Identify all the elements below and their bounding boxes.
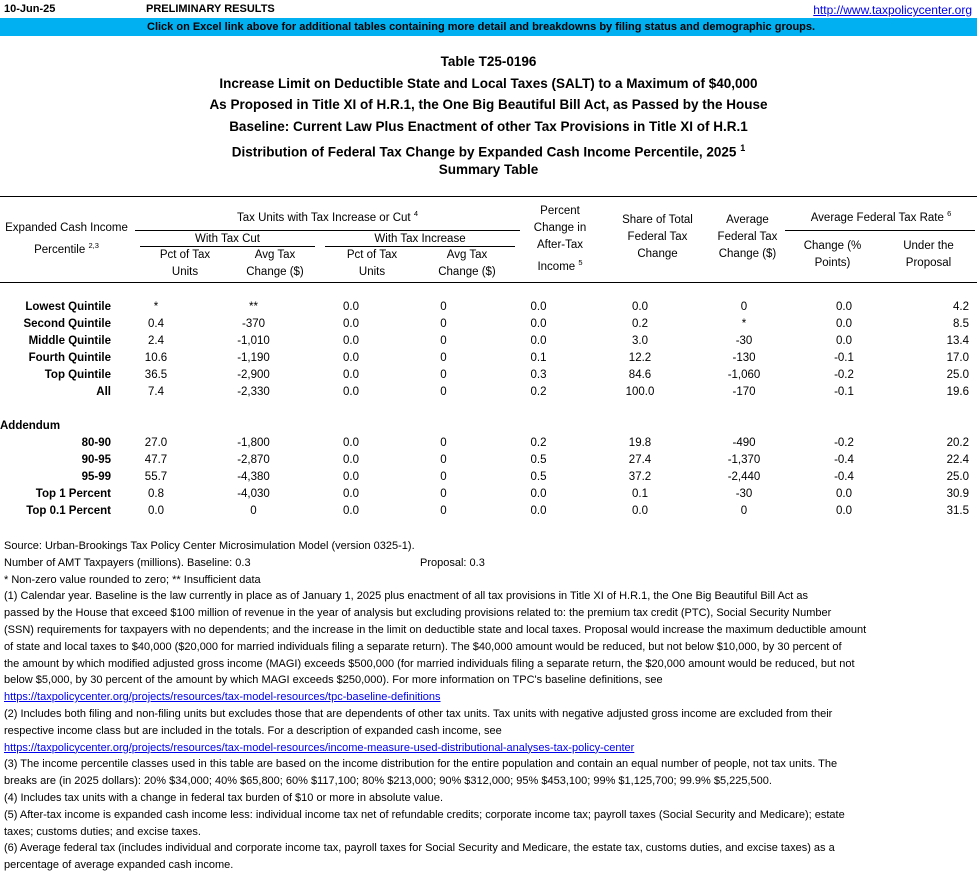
cell-cut-pct: 47.7	[144, 453, 168, 466]
cell-cut-avg: **	[249, 300, 258, 313]
cell-pct-after: 0.1	[530, 351, 547, 364]
avg-rate-rule	[785, 230, 975, 231]
cell-rate-under: 20.2	[946, 436, 969, 449]
cell-cut-avg: -370	[241, 317, 266, 330]
cell-label: 95-99	[81, 470, 111, 483]
addendum-label: Addendum	[0, 419, 61, 432]
cell-pct-after: 0.3	[530, 368, 547, 381]
cell-cut-pct: 55.7	[144, 470, 168, 483]
note-1-line: below $5,000, by 30 percent of the amount by which MAGI exceeds $250,000). For more information on TPC's baseline definitions, see	[4, 674, 663, 687]
note-3: (3) The income percentile classes used in this table are based on the income distribution for the entire population and contain an equal number of people, not tax units. The	[4, 758, 838, 771]
cell-label: Middle Quintile	[28, 334, 111, 347]
cell-rate-change: -0.2	[834, 368, 854, 381]
header-top-rule	[0, 196, 977, 197]
cell-cut-pct: 2.4	[148, 334, 164, 347]
cell-label: Top 1 Percent	[35, 487, 111, 500]
cell-avg-change: 0	[740, 300, 748, 313]
cell-rate-under: 17.0	[946, 351, 969, 364]
cell-pct-after: 0.2	[530, 385, 547, 398]
table-row	[0, 349, 969, 366]
table-row	[0, 332, 969, 349]
cell-avg-change: -490	[732, 436, 756, 449]
cell-rate-under: 31.5	[946, 504, 969, 517]
cell-rate-under: 4.2	[953, 300, 969, 313]
cell-cut-avg: -1,190	[237, 351, 270, 364]
cell-share: 37.2	[628, 470, 652, 483]
note-1: (1) Calendar year. Baseline is the law currently in place as of January 1, 2025 plus enactment of all tax provisions in Title XI of H.R.1, the One Big Beautiful Bill Act as	[4, 590, 809, 603]
cell-pct-after: 0.0	[530, 334, 547, 347]
cell-share: 100.0	[625, 385, 655, 398]
col-cut-avg: Avg Tax Change ($)	[246, 249, 304, 278]
table-row	[0, 383, 969, 400]
cell-rate-change: 0.0	[836, 334, 852, 347]
cell-share: 0.0	[632, 504, 648, 517]
tpc-website-link[interactable]: http://www.taxpolicycenter.org	[813, 3, 972, 17]
cell-pct-after: 0.0	[530, 487, 547, 500]
spacer-row	[0, 400, 969, 417]
table-row	[0, 315, 969, 332]
col-rate-change: Change (% Points)	[803, 240, 862, 269]
cell-rate-under: 25.0	[946, 368, 969, 381]
cell-label: 80-90	[81, 436, 111, 449]
cell-rate-change: -0.4	[834, 453, 854, 466]
cell-cut-pct: 0.0	[148, 504, 164, 517]
cell-cut-pct: 36.5	[144, 368, 168, 381]
cell-rate-under: 8.5	[953, 317, 969, 330]
note-1-line: passed by the House that exceed $100 million of revenue in the year of analysis but excluding provisions related to: the premium tax credit (PTC), Social Security Number	[4, 607, 832, 620]
note-5: (5) After-tax income is expanded cash income less: individual income tax net of refundable credits; corporate income tax; payroll taxes (Social Security and Medicare); estate	[4, 808, 845, 821]
addendum-row	[0, 417, 969, 434]
note-2-line: respective income class but are included in the totals. For a description of expanded cash income, see	[4, 724, 502, 737]
status-label: PRELIMINARY RESULTS	[146, 3, 275, 15]
cell-pct-after: 0.0	[530, 504, 547, 517]
cell-cut-pct: 0.8	[148, 487, 164, 500]
table-row	[0, 485, 969, 502]
cell-inc-pct: 0.0	[343, 504, 359, 517]
cell-share: 3.0	[632, 334, 648, 347]
cell-cut-pct: 0.4	[148, 317, 164, 330]
col-percentile-header: Expanded Cash Income Percentile $^{2,3}$	[5, 222, 128, 256]
cell-share: 0.2	[632, 317, 648, 330]
table-row	[0, 434, 969, 451]
cell-cut-avg: -1,010	[237, 334, 270, 347]
cell-cut-avg: -4,380	[237, 470, 270, 483]
cell-share: 27.4	[628, 453, 652, 466]
col-with-increase: With Tax Increase	[374, 233, 466, 245]
cell-rate-under: 19.6	[946, 385, 969, 398]
note-4: (4) Includes tax units with a change in federal tax burden of $10 or more in absolute value.	[4, 791, 444, 804]
cell-cut-avg: -1,800	[237, 436, 270, 449]
cell-inc-pct: 0.0	[343, 334, 359, 347]
cell-label: Fourth Quintile	[28, 351, 111, 364]
amt-note: Number of AMT Taxpayers (millions). Baseline: 0.3 Proposal: 0.3	[4, 556, 485, 569]
cell-inc-avg: 0	[440, 368, 447, 381]
cell-inc-avg: 0	[440, 334, 447, 347]
cell-pct-after: 0.0	[530, 300, 547, 313]
col-inc-pct: Pct of Tax Units	[346, 249, 398, 278]
data-table	[0, 298, 969, 519]
header-bottom-rule	[0, 282, 977, 283]
title-line-2: As Proposed in Title XI of H.R.1, the One Big Beautiful Bill Act, as Passed by the House	[209, 97, 768, 113]
table-titles	[0, 51, 977, 181]
table-id: Table T25-0196	[440, 54, 537, 69]
col-avg-rate-group: Average Federal Tax Rate $^6$	[810, 209, 952, 224]
cell-avg-change: -170	[732, 385, 756, 398]
cell-rate-change: 0.0	[836, 504, 852, 517]
cell-inc-pct: 0.0	[343, 385, 359, 398]
cell-avg-change: -1,370	[727, 453, 761, 466]
table-row	[0, 451, 969, 468]
title-line-5: Summary Table	[438, 162, 539, 178]
cell-rate-change: 0.0	[836, 487, 852, 500]
cell-inc-avg: 0	[440, 504, 447, 517]
source-note: Source: Urban-Brookings Tax Policy Center Microsimulation Model (version 0325-1).	[4, 540, 415, 552]
cell-pct-after: 0.5	[530, 453, 547, 466]
cell-rate-change: -0.4	[834, 470, 854, 483]
cell-rate-under: 13.4	[946, 334, 969, 347]
cell-label: Top 0.1 Percent	[26, 504, 111, 517]
cell-cut-pct: 7.4	[148, 385, 164, 398]
table-row	[0, 502, 969, 519]
cell-rate-change: -0.2	[834, 436, 854, 449]
note-1-line: of state and local taxes to $40,000 ($20,000 for married individuals filing a separate return). The $40,000 amount would be reduced, but not below $10,000, by 30 percent of	[4, 640, 842, 653]
title-line-3: Baseline: Current Law Plus Enactment of other Tax Provisions in Title XI of H.R.1	[229, 119, 748, 135]
cell-label: Top Quintile	[44, 368, 111, 381]
cell-cut-pct: *	[153, 300, 159, 313]
col-avg-federal-change: Average Federal Tax Change ($)	[717, 214, 778, 260]
cell-inc-avg: 0	[440, 317, 447, 330]
col-with-cut: With Tax Cut	[195, 233, 260, 245]
cell-avg-change: -30	[735, 334, 753, 347]
cell-cut-avg: -2,900	[237, 368, 270, 381]
cell-rate-change: -0.1	[834, 351, 854, 364]
note-1-line: (SSN) requirements for taxpayers with no dependents; and the increase in the limit on deductible state and local taxes. Proposal would increase the maximum deductible amount	[4, 623, 867, 636]
cell-rate-change: 0.0	[836, 300, 852, 313]
cell-rate-under: 25.0	[946, 470, 969, 483]
cell-inc-avg: 0	[440, 351, 447, 364]
table-row	[0, 366, 969, 383]
banner-text: Click on Excel link above for additional tables containing more detail and breakdowns by filing status and demographic groups.	[147, 21, 816, 33]
cell-label: Second Quintile	[23, 317, 111, 330]
cell-inc-pct: 0.0	[343, 351, 359, 364]
cell-label: All	[96, 385, 111, 398]
cell-label: Lowest Quintile	[25, 300, 111, 313]
cell-rate-under: 22.4	[946, 453, 969, 466]
baseline-definitions-link[interactable]: https://taxpolicycenter.org/projects/resources/tax-model-resources/tpc-baseline-definitions	[4, 691, 441, 704]
cell-avg-change: 0	[740, 504, 748, 517]
cell-cut-pct: 10.6	[144, 351, 168, 364]
cell-cut-avg: 0	[250, 504, 257, 517]
cell-inc-pct: 0.0	[343, 487, 359, 500]
note-5-line: taxes; customs duties; and excise taxes.	[4, 825, 201, 838]
cell-inc-pct: 0.0	[343, 436, 359, 449]
cell-share: 0.0	[632, 300, 648, 313]
cell-share: 0.1	[632, 487, 648, 500]
col-cut-pct: Pct of Tax Units	[159, 249, 211, 278]
cell-avg-change: -130	[732, 351, 756, 364]
col-tax-units-group: Tax Units with Tax Increase or Cut $^4$	[236, 209, 418, 224]
col-rate-under: Under the Proposal	[903, 240, 954, 269]
cell-cut-avg: -2,330	[237, 385, 270, 398]
cell-inc-avg: 0	[440, 453, 447, 466]
note-2: (2) Includes both filing and non-filing units but excludes those that are dependents of other tax units. Tax units with negative adjusted gross income are excluded from their	[4, 707, 833, 720]
nonzero-note: * Non-zero value rounded to zero; ** Insufficient data	[4, 573, 261, 586]
cell-pct-after: 0.5	[530, 470, 547, 483]
note-6-line: percentage of average expanded cash income.	[4, 859, 234, 872]
income-measure-link[interactable]: https://taxpolicycenter.org/projects/resources/tax-model-resources/income-measure-used-distributional-analyses-tax-policy-center	[4, 741, 635, 754]
cell-inc-pct: 0.0	[343, 368, 359, 381]
footnotes	[4, 538, 974, 874]
cell-share: 84.6	[628, 368, 652, 381]
cell-cut-avg: -2,870	[237, 453, 270, 466]
report-date: 10-Jun-25	[4, 3, 56, 15]
cell-pct-after: 0.2	[530, 436, 547, 449]
cell-pct-after: 0.0	[530, 317, 547, 330]
cell-inc-avg: 0	[440, 470, 447, 483]
col-pct-after-tax: Percent Change in After-Tax Income $^5$	[533, 205, 587, 273]
col-inc-avg: Avg Tax Change ($)	[438, 249, 496, 278]
note-1-line: the amount by which modified adjusted gross income (MAGI) exceeds $500,000 (for married individuals filing a separate return, the $20,000 amount would be reduced, but not	[4, 657, 855, 670]
cell-avg-change: -2,440	[727, 470, 761, 483]
cell-share: 12.2	[628, 351, 652, 364]
note-6: (6) Average federal tax (includes individual and corporate income tax, payroll taxes for Social Security and Medicare, the estate tax, customs duties, and excise taxes) as a	[4, 842, 835, 855]
excel-banner	[0, 18, 977, 36]
top-bar	[0, 0, 977, 18]
cell-rate-change: 0.0	[836, 317, 852, 330]
table-row	[0, 298, 969, 315]
note-3-line: breaks are (in 2025 dollars): 20% $34,000; 40% $65,800; 60% $117,100; 80% $213,000; 90% $312,000; 95% $453,100; 99% $1,125,700; 99.9% $5,225,500.	[4, 775, 772, 788]
cell-inc-pct: 0.0	[343, 300, 359, 313]
cell-inc-avg: 0	[440, 300, 447, 313]
cell-rate-change: -0.1	[834, 385, 854, 398]
cell-share: 19.8	[628, 436, 652, 449]
cell-inc-pct: 0.0	[343, 453, 359, 466]
cell-inc-avg: 0	[440, 487, 447, 500]
table-row	[0, 468, 969, 485]
cell-avg-change: *	[741, 317, 747, 330]
cell-rate-under: 30.9	[946, 487, 969, 500]
cell-inc-avg: 0	[440, 385, 447, 398]
cell-avg-change: -1,060	[727, 368, 761, 381]
cell-inc-pct: 0.0	[343, 470, 359, 483]
cell-avg-change: -30	[735, 487, 753, 500]
cell-cut-pct: 27.0	[144, 436, 168, 449]
cell-inc-avg: 0	[440, 436, 447, 449]
title-line-1: Increase Limit on Deductible State and Local Taxes (SALT) to a Maximum of $40,000	[219, 75, 758, 91]
col-share-total: Share of Total Federal Tax Change	[622, 214, 693, 260]
cell-label: 90-95	[81, 453, 111, 466]
title-line-4: Distribution of Federal Tax Change by Expanded Cash Income Percentile, 2025 $^1$	[231, 142, 746, 160]
cell-cut-avg: -4,030	[237, 487, 270, 500]
cell-inc-pct: 0.0	[343, 317, 359, 330]
